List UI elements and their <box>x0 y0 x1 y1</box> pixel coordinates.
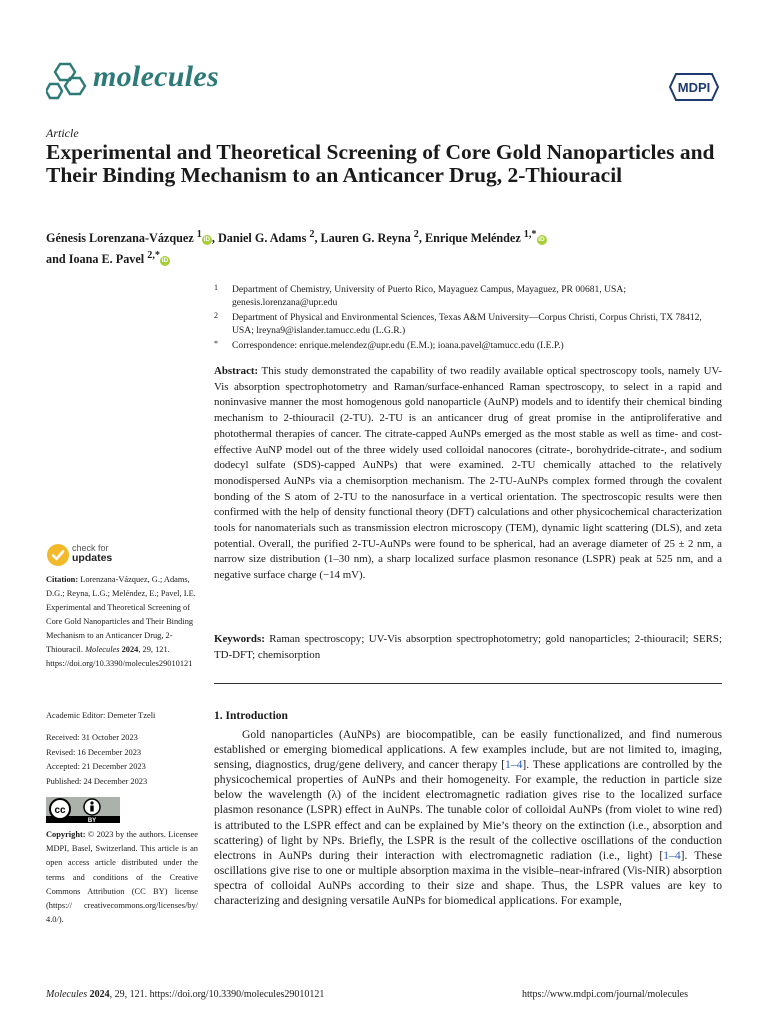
affiliation-item <box>214 311 724 337</box>
affiliation-mark: 1,* <box>523 229 537 240</box>
reference-link[interactable]: 1–4 <box>505 758 523 772</box>
affiliation-mark: 1 <box>196 229 202 240</box>
author-list <box>46 226 726 268</box>
paragraph-text: ]. These oscillations give rise to one or multiple absorption maxima in the visible–near-infrared (Vis-NIR) absorption spectra of colloidal AuNPs according to their size and shape. Thus, the LSPR values are key to characterizing and designing versatile AuNPs for biomedical applications. For example, <box>214 848 722 908</box>
cc-label: cc <box>54 805 66 816</box>
footer-doi[interactable]: , 29, 121. https://doi.org/10.3390/molecules29010121 <box>109 989 325 1000</box>
keywords-label: Keywords: <box>214 633 265 645</box>
citation-text: Lorenzana-Vázquez, G.; Adams, D.G.; Reyna, L.G.; Meléndez, E.; Pavel, I.E. Experimental and Theoretical Screening of Core Gold Nanoparticles and Their Binding Mechanism to an Anticancer Drug, 2-Thiouracil. <box>46 575 196 654</box>
orcid-icon[interactable]: iD <box>161 257 169 265</box>
molecules-logo-icon <box>46 58 88 100</box>
affiliation-mark: 2,* <box>147 250 160 262</box>
footer-year: 2024 <box>87 989 110 1000</box>
affiliation-mark: 1 <box>214 283 218 292</box>
footer-citation <box>46 989 324 1000</box>
affiliation-item <box>214 339 724 352</box>
affiliation-text: Department of Physical and Environmental Sciences, Texas A&M University—Corpus Christi, Corpus Christi, TX 78412, USA; lreyna9@islander.tamucc.edu (L.G.R.) <box>232 312 702 336</box>
author-name[interactable]: , Enrique Meléndez <box>418 231 521 246</box>
citation-label: Citation: <box>46 575 79 584</box>
copyright-notice <box>46 828 198 927</box>
paragraph-text: Gold nanoparticles (AuNPs) are biocompatible, can be easily functionalized, and find numerous established or emerging biomedical applications. A few examples include, but are not limited to, imaging, sensing, diagnostics, drug/gene delivery, and cancer therapy [ <box>214 728 722 772</box>
date-published: Published: 24 December 2023 <box>46 776 148 786</box>
abstract-text: This study demonstrated the capability of two readily available optical spectroscopy tools, namely UV-Vis absorption spectrophotometry and Raman/surface-enhanced Raman spectroscopy, to select in a rapid and noninvasive manner the most homogenous gold nanoparticle (AuNP) models and to identify their chemical binding mechanism to 2-thiouracil (2-TU). 2-TU is an anticancer drug of great promise in the antiproliferative and photothermal therapies of cancer. The citrate-capped AuNPs emerged as the most stable as well as time- and cost-effective AuNP model out of the three widely used colloidal nanocores (citrate-, borohydride-citrate-, and sodium dodecyl sulfate (SDS)-capped AuNPs) that were examined. 2-TU chemically attached to the relatively monodispersed AuNPs via a chemisorption mechanism. The 2-TU-AuNPs complex formed through the covalent bonding of the S atom of 2-TU to the nanosurface in a vertical orientation. The spectroscopic results were then confirmed with the help of density functional theory (DFT) calculations and other physicochemical characterization tools for nanomaterials such as transmission electron microscopy (TEM), dynamic light scattering (DLS), and zeta potential. Overall, the purified 2-TU-AuNPs were found to be spherical, had an average diameter of 25 ± 2 nm, a narrow size distribution (1–30 nm), a sharp localized surface plasmon resonance (LSPR) peak at 525 nm, and a negative surface charge (−14 mV). <box>214 365 722 582</box>
author-name[interactable]: , Lauren G. Reyna <box>314 231 411 246</box>
journal-name: molecules <box>93 60 220 93</box>
affiliation-text: Correspondence: enrique.melendez@upr.edu (E.M.); ioana.pavel@tamucc.edu (I.E.P.) <box>232 340 564 351</box>
citation-block <box>46 573 196 671</box>
academic-editor: Academic Editor: Demeter Tzeli <box>46 711 156 720</box>
check-for-updates-button[interactable] <box>72 543 112 563</box>
date-accepted: Accepted: 21 December 2023 <box>46 762 146 771</box>
orcid-icon[interactable]: iD <box>203 236 211 244</box>
affiliation-mark: 2 <box>413 229 419 240</box>
citation-doi[interactable]: , 29, 121. https://doi.org/10.3390/molecules29010121 <box>46 645 193 668</box>
check-for-updates-icon[interactable] <box>46 543 70 567</box>
keywords <box>214 632 722 663</box>
orcid-icon[interactable]: iD <box>538 236 545 244</box>
copyright-label: Copyright: <box>46 830 86 839</box>
date-revised: Revised: 16 December 2023 <box>46 747 142 757</box>
date-received: Received: 31 October 2023 <box>46 733 138 742</box>
author-name[interactable]: and Ioana E. Pavel <box>46 252 145 267</box>
affiliation-mark: * <box>214 339 218 348</box>
affiliations <box>214 283 724 354</box>
paragraph-text: ]. These applications are controlled by the physicochemical properties of AuNPs and their homogeneity. For example, the reduction in particle size below the wavelength (λ) of the incident electromagnetic radiation gives rise to the localized surface plasmon resonance (LSPR) effect in AuNPs. The tunable color of colloidal AuNPs (from violet to wine red) is attributed to the LSPR effect and can be explained by Mie’s theory on the extinction (i.e., absorption and scattering) of light by NPs. Briefly, the LSPR is the result of the collective oscillations of the conduction electrons in AuNPs during their interaction with electromagnetic radiation (i.e., light) [ <box>214 758 722 862</box>
intro-paragraph <box>214 727 722 908</box>
by-label: BY <box>87 818 97 823</box>
section-heading: 1. Introduction <box>214 710 288 722</box>
affiliation-mark: 2 <box>214 311 218 320</box>
publication-dates <box>46 731 196 789</box>
keywords-text: Raman spectroscopy; UV-Vis absorption spectrophotometry; gold nanoparticles; 2-thiouracil; SERS; TD-DFT; chemisorption <box>214 633 722 661</box>
section-divider <box>214 683 722 684</box>
abstract-label: Abstract: <box>214 365 259 377</box>
affiliation-mark: 2 <box>309 229 315 240</box>
check-line: updates <box>72 552 113 564</box>
abstract <box>214 364 722 584</box>
author-name[interactable]: , Daniel G. Adams <box>211 231 307 246</box>
footer-journal: Molecules <box>46 989 88 1000</box>
cc-by-license-icon[interactable] <box>46 797 120 823</box>
author-name[interactable]: Génesis Lorenzana-Vázquez <box>46 231 194 246</box>
publisher-name: MDPI <box>677 80 711 95</box>
check-line: check for <box>72 543 109 553</box>
copyright-text: © 2023 by the authors. Licensee MDPI, Basel, Switzerland. This article is an open access article distributed under the terms and conditions of the Creative Commons Attribution (CC BY) license (https:// creativecommons.org/licenses/by/ 4.0/). <box>46 830 198 925</box>
mdpi-logo-icon <box>668 70 720 104</box>
affiliation-item <box>214 283 724 309</box>
article-title: Experimental and Theoretical Screening of Core Gold Nanoparticles and Their Binding Mechanism to an Anticancer Drug, 2-Thiouracil <box>46 140 715 187</box>
citation-year: 2024 <box>119 645 139 654</box>
footer-journal-url[interactable]: https://www.mdpi.com/journal/molecules <box>522 989 688 1000</box>
affiliation-text: Department of Chemistry, University of Puerto Rico, Mayaguez Campus, Mayaguez, PR 00681, USA; genesis.lorenzana@upr.edu <box>232 284 626 308</box>
citation-journal: Molecules <box>85 645 120 654</box>
article-type: Article <box>46 126 79 140</box>
reference-link[interactable]: 1–4 <box>663 848 681 862</box>
